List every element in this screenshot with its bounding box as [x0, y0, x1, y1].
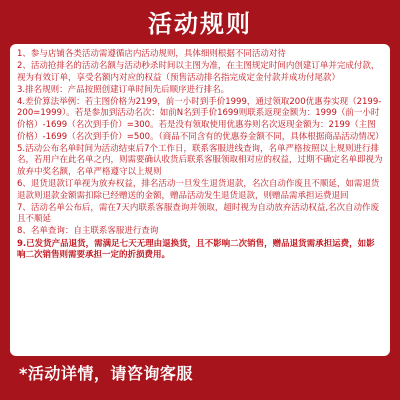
rule-item: 3.排名规则：产品按照创建订单时间先后顺序进行排名。 [17, 84, 230, 95]
footer-note: *活动详情，请咨询客服 [19, 364, 193, 383]
rule-item: 2、活动抢排名的活动名额与活动秒杀时间以主图为准，在主图规定时间内创建订单并完成付款，视为有效订单，享受名额内对应的权益（预售活动排名指完成定金付款并成功付尾款） [17, 61, 380, 83]
rule-item: 8、名单查询：自主联系客服进行查询 [17, 226, 159, 237]
rule-item: 6、退货退款订单视为放弃权益，排名活动一旦发生退货退款，名次自动作废且不顺延，如需退货退款则退款金额需扣除已经赠送的金额，赠品活动发生退货退款，则赠品需承担运费退回 [17, 179, 380, 201]
rule-item: 1、参与店铺各类活动需遵循店内活动规则，具体细则根据不同活动对待 [17, 49, 286, 59]
rule-item: 7、活动名单公布后，需在7天内联系客服查询并领取，超时视为自动放弃活动权益,名次自动作废且不顺延 [17, 202, 380, 225]
rule-item: 4.差价算法举例：若主图价格为2199，前一小时到手价1999，通过领取200优惠券实现（2199-200=1999）。若是参加到活动名次：如前N名到手价1699则联系返现金额为：1999（前一小时价格）-1699（名次到手价）=300。若是没有领取使用优惠券则名次返现金额为：2199（主图价格）-1699（名次到手价）=500。（商品不同含有的优惠券金额不同，具体根据商品活动情况） [17, 96, 384, 142]
rule-item: 9.已发货产品退货，需满足七天无理由退换货，且不影响二次销售，赠品退货需承担运费，如影响二次销售则需要承担一定的折损费用。 [17, 238, 375, 261]
rule-item: 5.活动公布名单时间为活动结束后7个工作日，联系客服进线查询，名单严格按照以上规则进行排名，若用户在此名单之内，则需要确认收货后联系客服领取相对应的权益，过期不确定名单即视为放弃中奖名额，名单严格遵守以上规则 [17, 143, 383, 177]
rules-panel [10, 44, 390, 356]
page-title: 活动规则 [148, 10, 252, 38]
